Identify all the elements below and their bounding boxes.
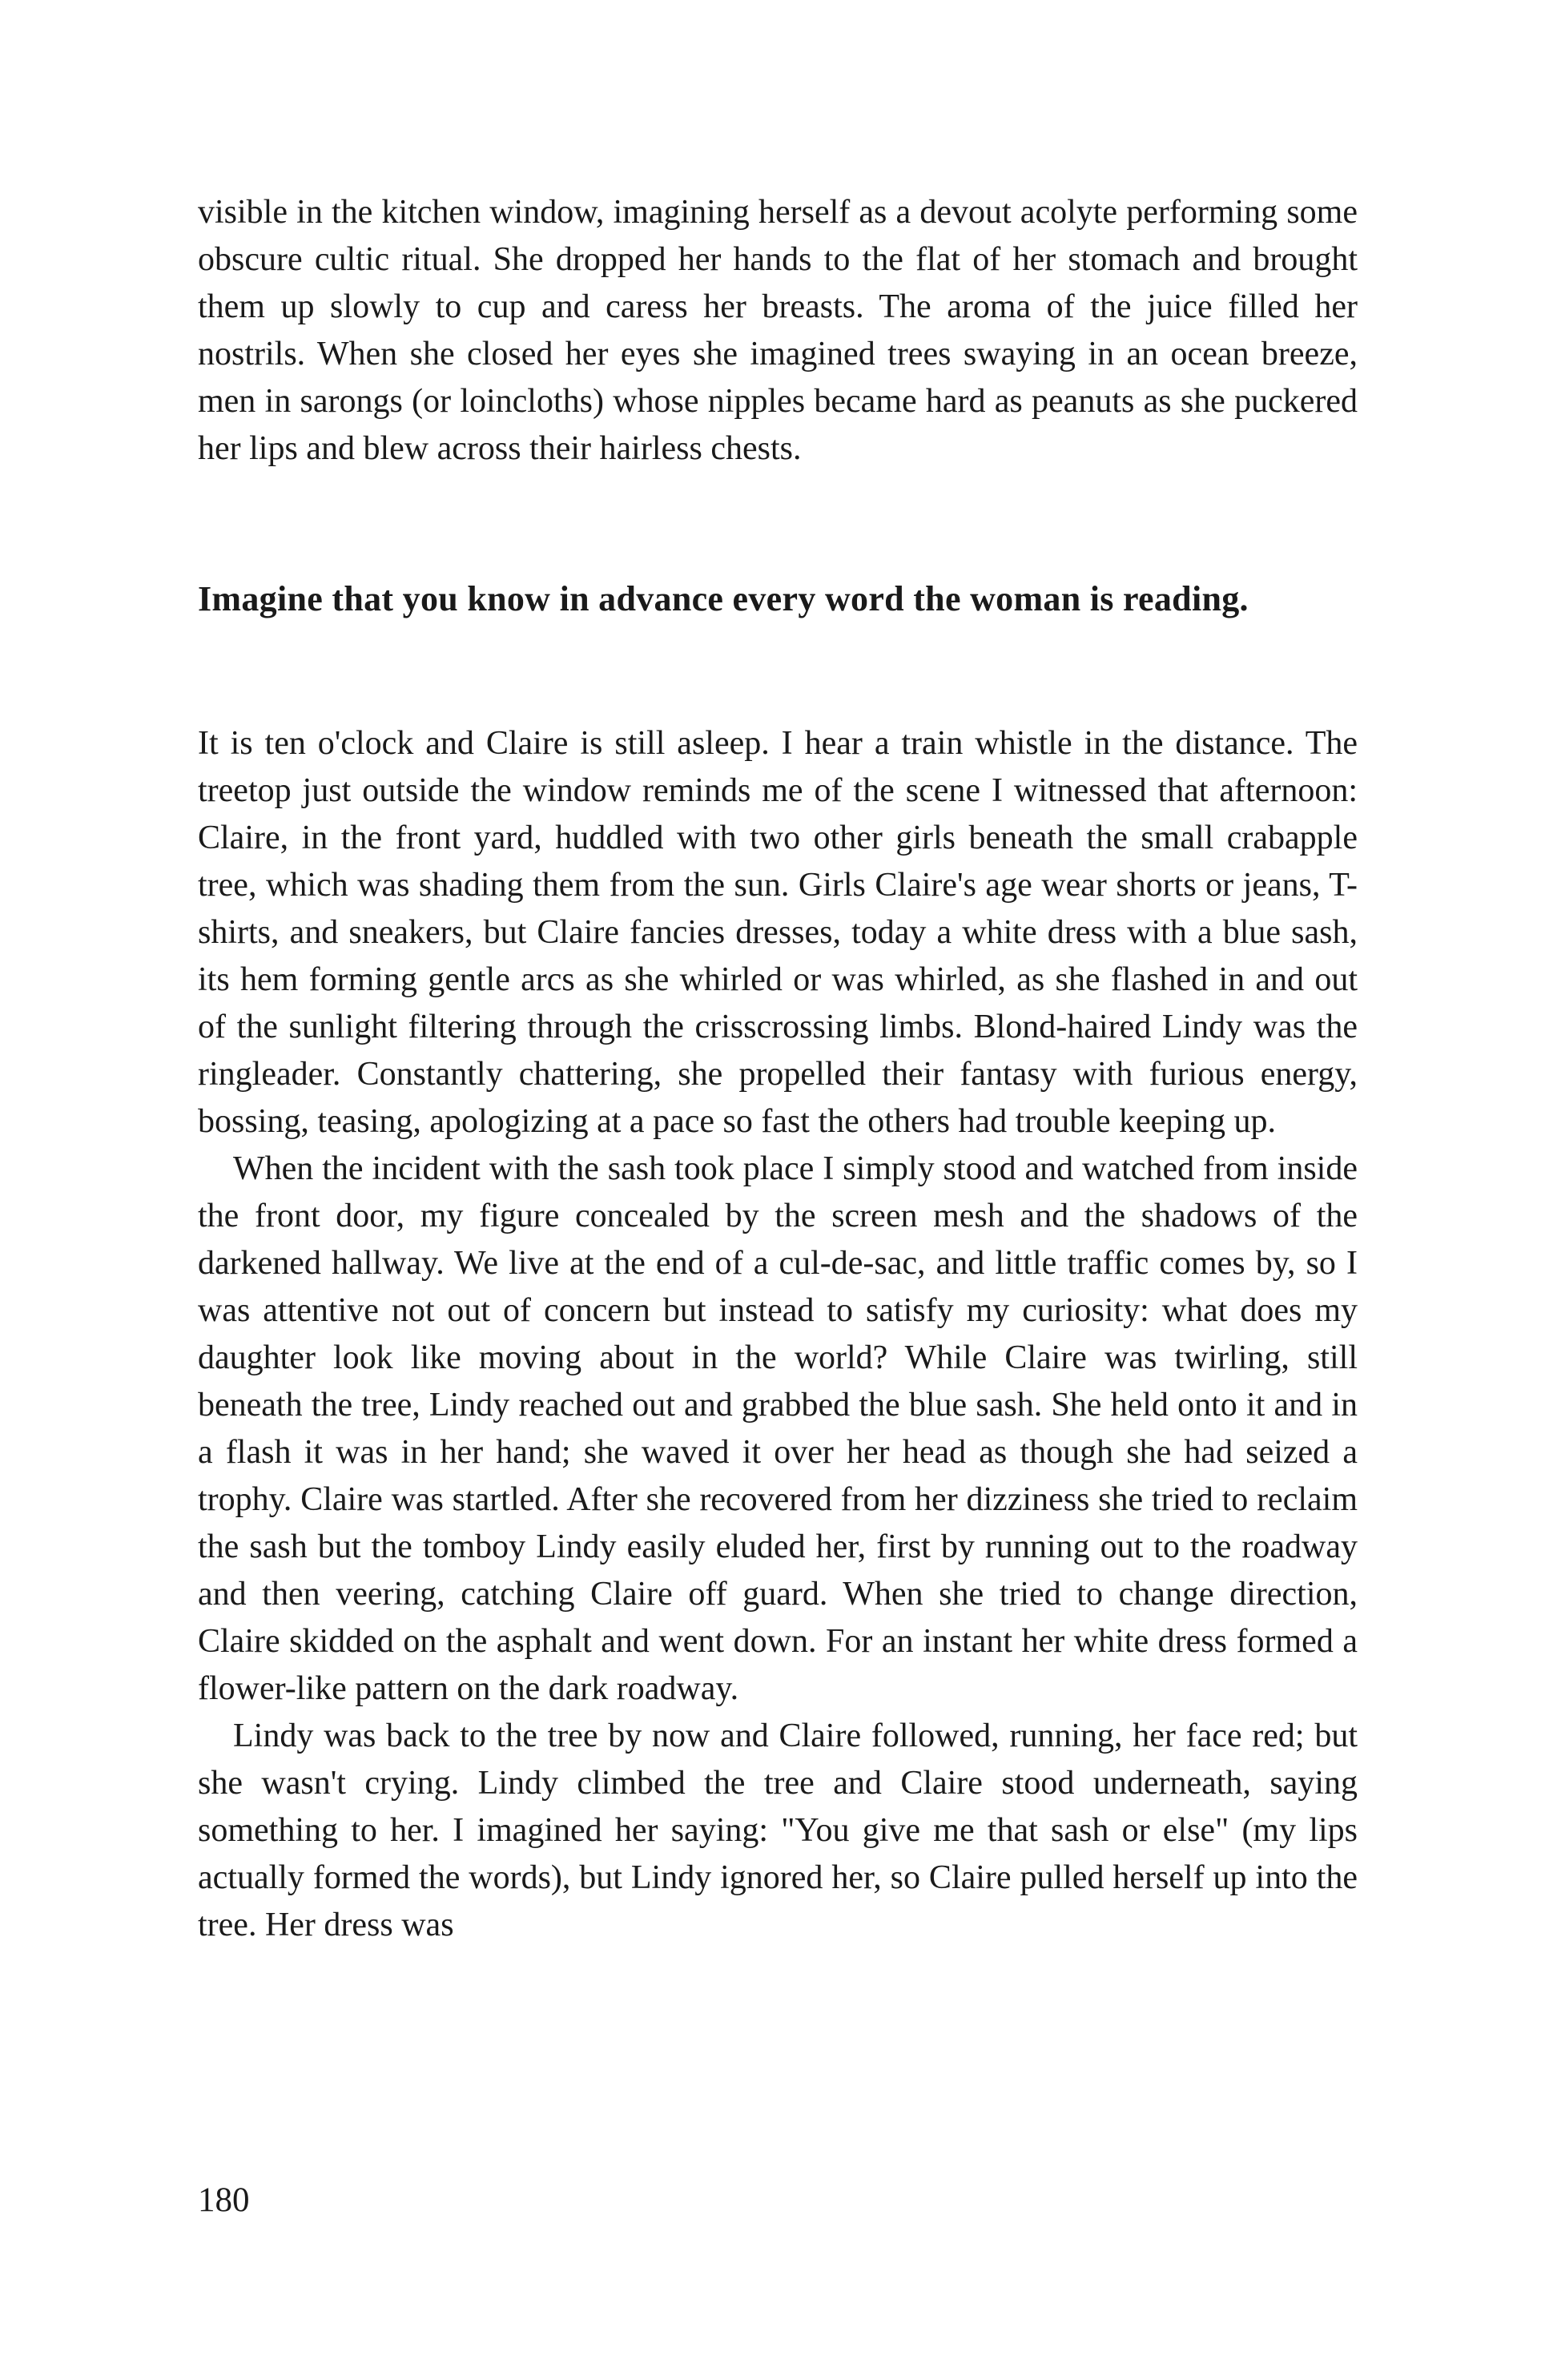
page-number: 180 (198, 2181, 250, 2219)
section-heading: Imagine that you know in advance every word the woman is reading. (198, 579, 1249, 618)
main-text-block (198, 720, 1358, 1949)
body-paragraph: It is ten o'clock and Claire is still asleep. I hear a train whistle in the distance. The treetop just outside the window reminds me of the scene I witnessed that afternoon: Claire, in the front yard, huddled with two other girls beneath the small crabapple tree, which was shading them from the sun. Girls Claire's age wear shorts or jeans, T-shirts, and sneakers, but Claire fancies dresses, today a white dress with a blue sash, its hem forming gentle arcs as she whirled or was whirled, as she flashed in and out of the sunlight filtering through the crisscrossing limbs. Blond-haired Lindy was the ringleader. Constantly chattering, she propelled their fantasy with furious energy, bossing, teasing, apologizing at a pace so fast the others had trouble keeping up. (198, 725, 1358, 1140)
body-paragraph: When the incident with the sash took place I simply stood and watched from inside the front door, my figure concealed by the screen mesh and the shadows of the darkened hallway. We live at the end of a cul-de-sac, and little traffic comes by, so I was attentive not out of concern but instead to satisfy my curiosity: what does my daughter look like moving about in the world? While Claire was twirling, still beneath the tree, Lindy reached out and grabbed the blue sash. She held onto it and in a flash it was in her hand; she waved it over her head as though she had seized a trophy. Claire was startled. After she recovered from her dizziness she tried to reclaim the sash but the tomboy Lindy easily eluded her, first by running out to the roadway and then veering, catching Claire off guard. When she tried to change direction, Claire skidded on the asphalt and went down. For an instant her white dress formed a flower-like pattern on the dark roadway. (198, 1150, 1358, 1707)
opening-paragraph: visible in the kitchen window, imagining herself as a devout acolyte performing some obscure cultic ritual. She dropped her hands to the flat of her stomach and brought them up slowly to cup and caress her breasts. The aroma of the juice filled her nostrils. When she closed her eyes she imagined trees swaying in an ocean breeze, men in sarongs (or loincloths) whose nipples became hard as peanuts as she puckered her lips and blew across their hairless chests. (198, 194, 1358, 467)
body-paragraph: Lindy was back to the tree by now and Claire followed, running, her face red; but she wasn't crying. Lindy climbed the tree and Claire stood underneath, saying something to her. I imagined her saying: "You give me that sash or else" (my lips actually formed the words), but Lindy ignored her, so Claire pulled herself up into the tree. Her dress was (198, 1718, 1358, 1943)
opening-text-block (198, 189, 1358, 473)
